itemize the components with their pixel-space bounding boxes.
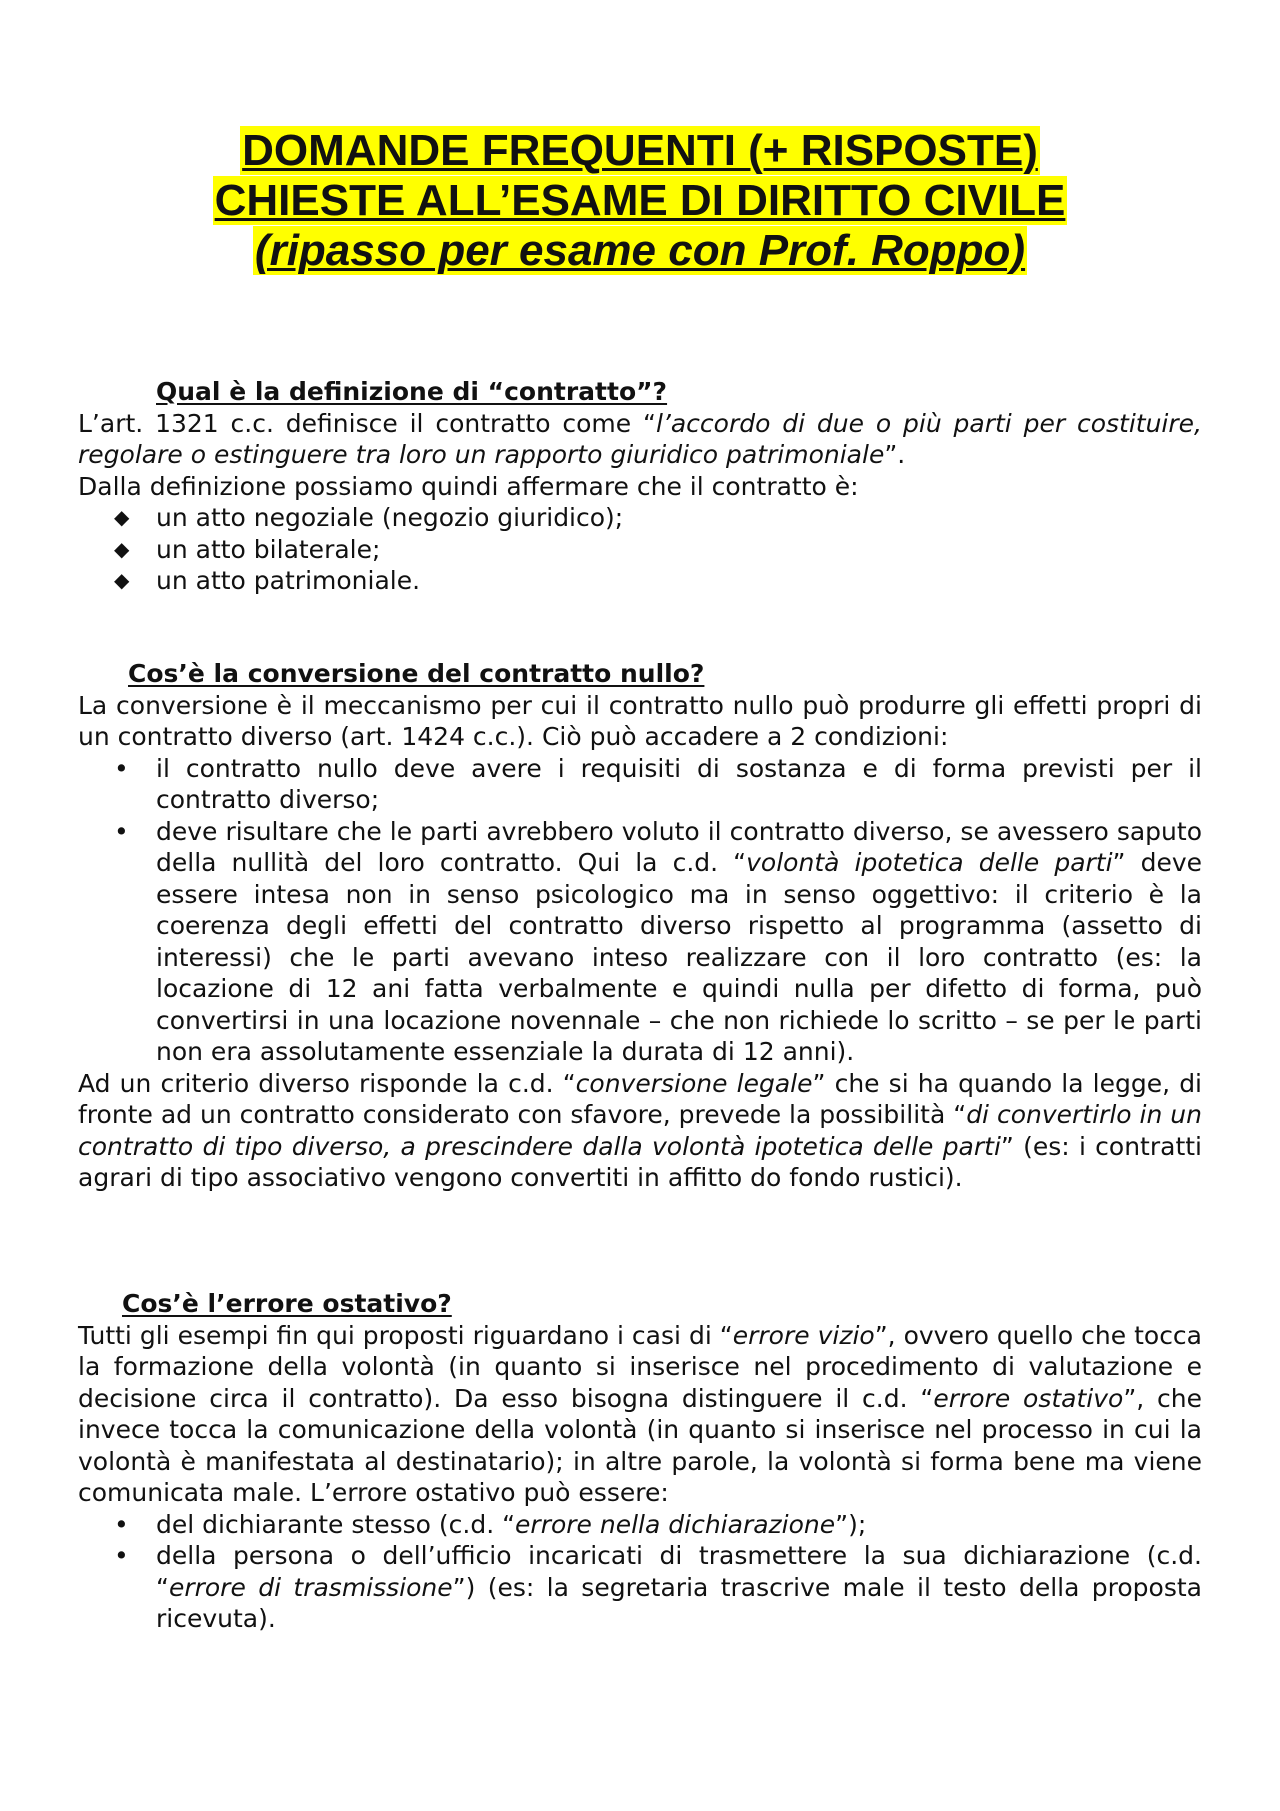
diamond-bullet-icon: ◆ (114, 505, 130, 529)
diamond-bullet-icon: ◆ (114, 568, 130, 592)
list-item: ◆ un atto negoziale (negozio giuridico); (114, 503, 624, 532)
diamond-bullet-icon: ◆ (114, 536, 130, 561)
bullet-icon: • (114, 816, 129, 846)
bullet-list (78, 753, 1202, 1068)
document-title (0, 126, 1280, 276)
paragraph: L’art. 1321 c.c. definisce il contratto come “l’accordo di due o più parti per costituire, regolare o estinguere tra loro un rapporto giuridico patrimoniale”. (78, 408, 1202, 469)
section-definizione-contratto (78, 376, 1202, 597)
bullet-icon: • (114, 1541, 129, 1570)
list-item: • il contratto nullo deve avere i requisiti di sostanza e di forma previsti per il contratto diverso; (114, 753, 1202, 814)
list-item: ◆ un atto bilaterale; (114, 534, 381, 564)
list-item: • deve risultare che le parti avrebbero voluto il contratto diverso, se avessero saputo della nullità del loro contratto. Qui la c.d. “volontà ipotetica delle parti” deve essere intesa non in senso psicologico ma in senso oggettivo: il criterio è la coerenza degli effetti del contratto diverso rispetto al programma (assetto di interessi) che le parti avevano inteso realizzare con il loro contratto (es: la locazione di 12 ani fatta verbalmente e quindi nulla per difetto di forma, può convertirsi in una locazione novennale – che non richiede lo scritto – se per le parti non era assolutamente essenziale la durata di 12 anni). (114, 816, 1203, 1066)
bullet-icon: • (114, 1509, 129, 1539)
paragraph: La conversione è il meccanismo per cui il contratto nullo può produrre gli effetti propri di un contratto diverso (art. 1424 c.c.). Ciò può accadere a 2 condizioni: (78, 690, 1202, 751)
list-item: • della persona o dell’ufficio incaricati di trasmettere la sua dichiarazione (c.d. “errore di trasmissione”) (es: la segretaria trascrive male il testo della proposta ricevuta). (114, 1541, 1202, 1633)
list-item: • del dichiarante stesso (c.d. “errore nella dichiarazione”); (114, 1509, 867, 1539)
title-line-2: CHIESTE ALL’ESAME DI DIRITTO CIVILE (214, 176, 1066, 225)
question-heading: Cos’è la conversione del contratto nullo? (128, 659, 705, 688)
paragraph: Tutti gli esempi fin qui proposti riguardano i casi di “errore vizio”, ovvero quello che tocca la formazione della volontà (in quanto si inserisce nel procedimento di valutazione e decisione circa il contratto). Da esso bisogna distinguere il c.d. “errore ostativo”, che invece tocca la comunicazione della volontà (in quanto si inserisce nel processo in cui la volontà è manifestata al destinatario); in altre parole, la volontà si forma bene ma viene comunicata male. L’errore ostativo può essere: (78, 1320, 1202, 1507)
question-heading: Qual è la definizione di “contratto”? (156, 377, 668, 406)
bullet-list (78, 502, 1202, 597)
title-line-1: DOMANDE FREQUENTI (+ RISPOSTE) (242, 126, 1038, 175)
paragraph: Dalla definizione possiamo quindi affermare che il contratto è: (78, 471, 859, 501)
paragraph: Ad un criterio diverso risponde la c.d. “conversione legale” che si ha quando la legge, di fronte ad un contratto considerato con sfavore, prevede la possibilità “di convertirlo in un contratto di tipo diverso, a prescindere dalla volontà ipotetica delle parti” (es: i contratti agrari di tipo associativo vengono convertiti in affitto do fondo rustici). (78, 1068, 1203, 1192)
bullet-icon: • (114, 753, 129, 783)
section-conversione-contratto-nullo (78, 658, 1202, 1194)
section-errore-ostativo (78, 1288, 1202, 1635)
question-heading: Cos’è l’errore ostativo? (122, 1289, 452, 1318)
list-item: ◆ un atto patrimoniale. (114, 566, 421, 595)
title-line-3: (ripasso per esame con Prof. Roppo) (254, 226, 1026, 275)
bullet-list (78, 1509, 1202, 1635)
